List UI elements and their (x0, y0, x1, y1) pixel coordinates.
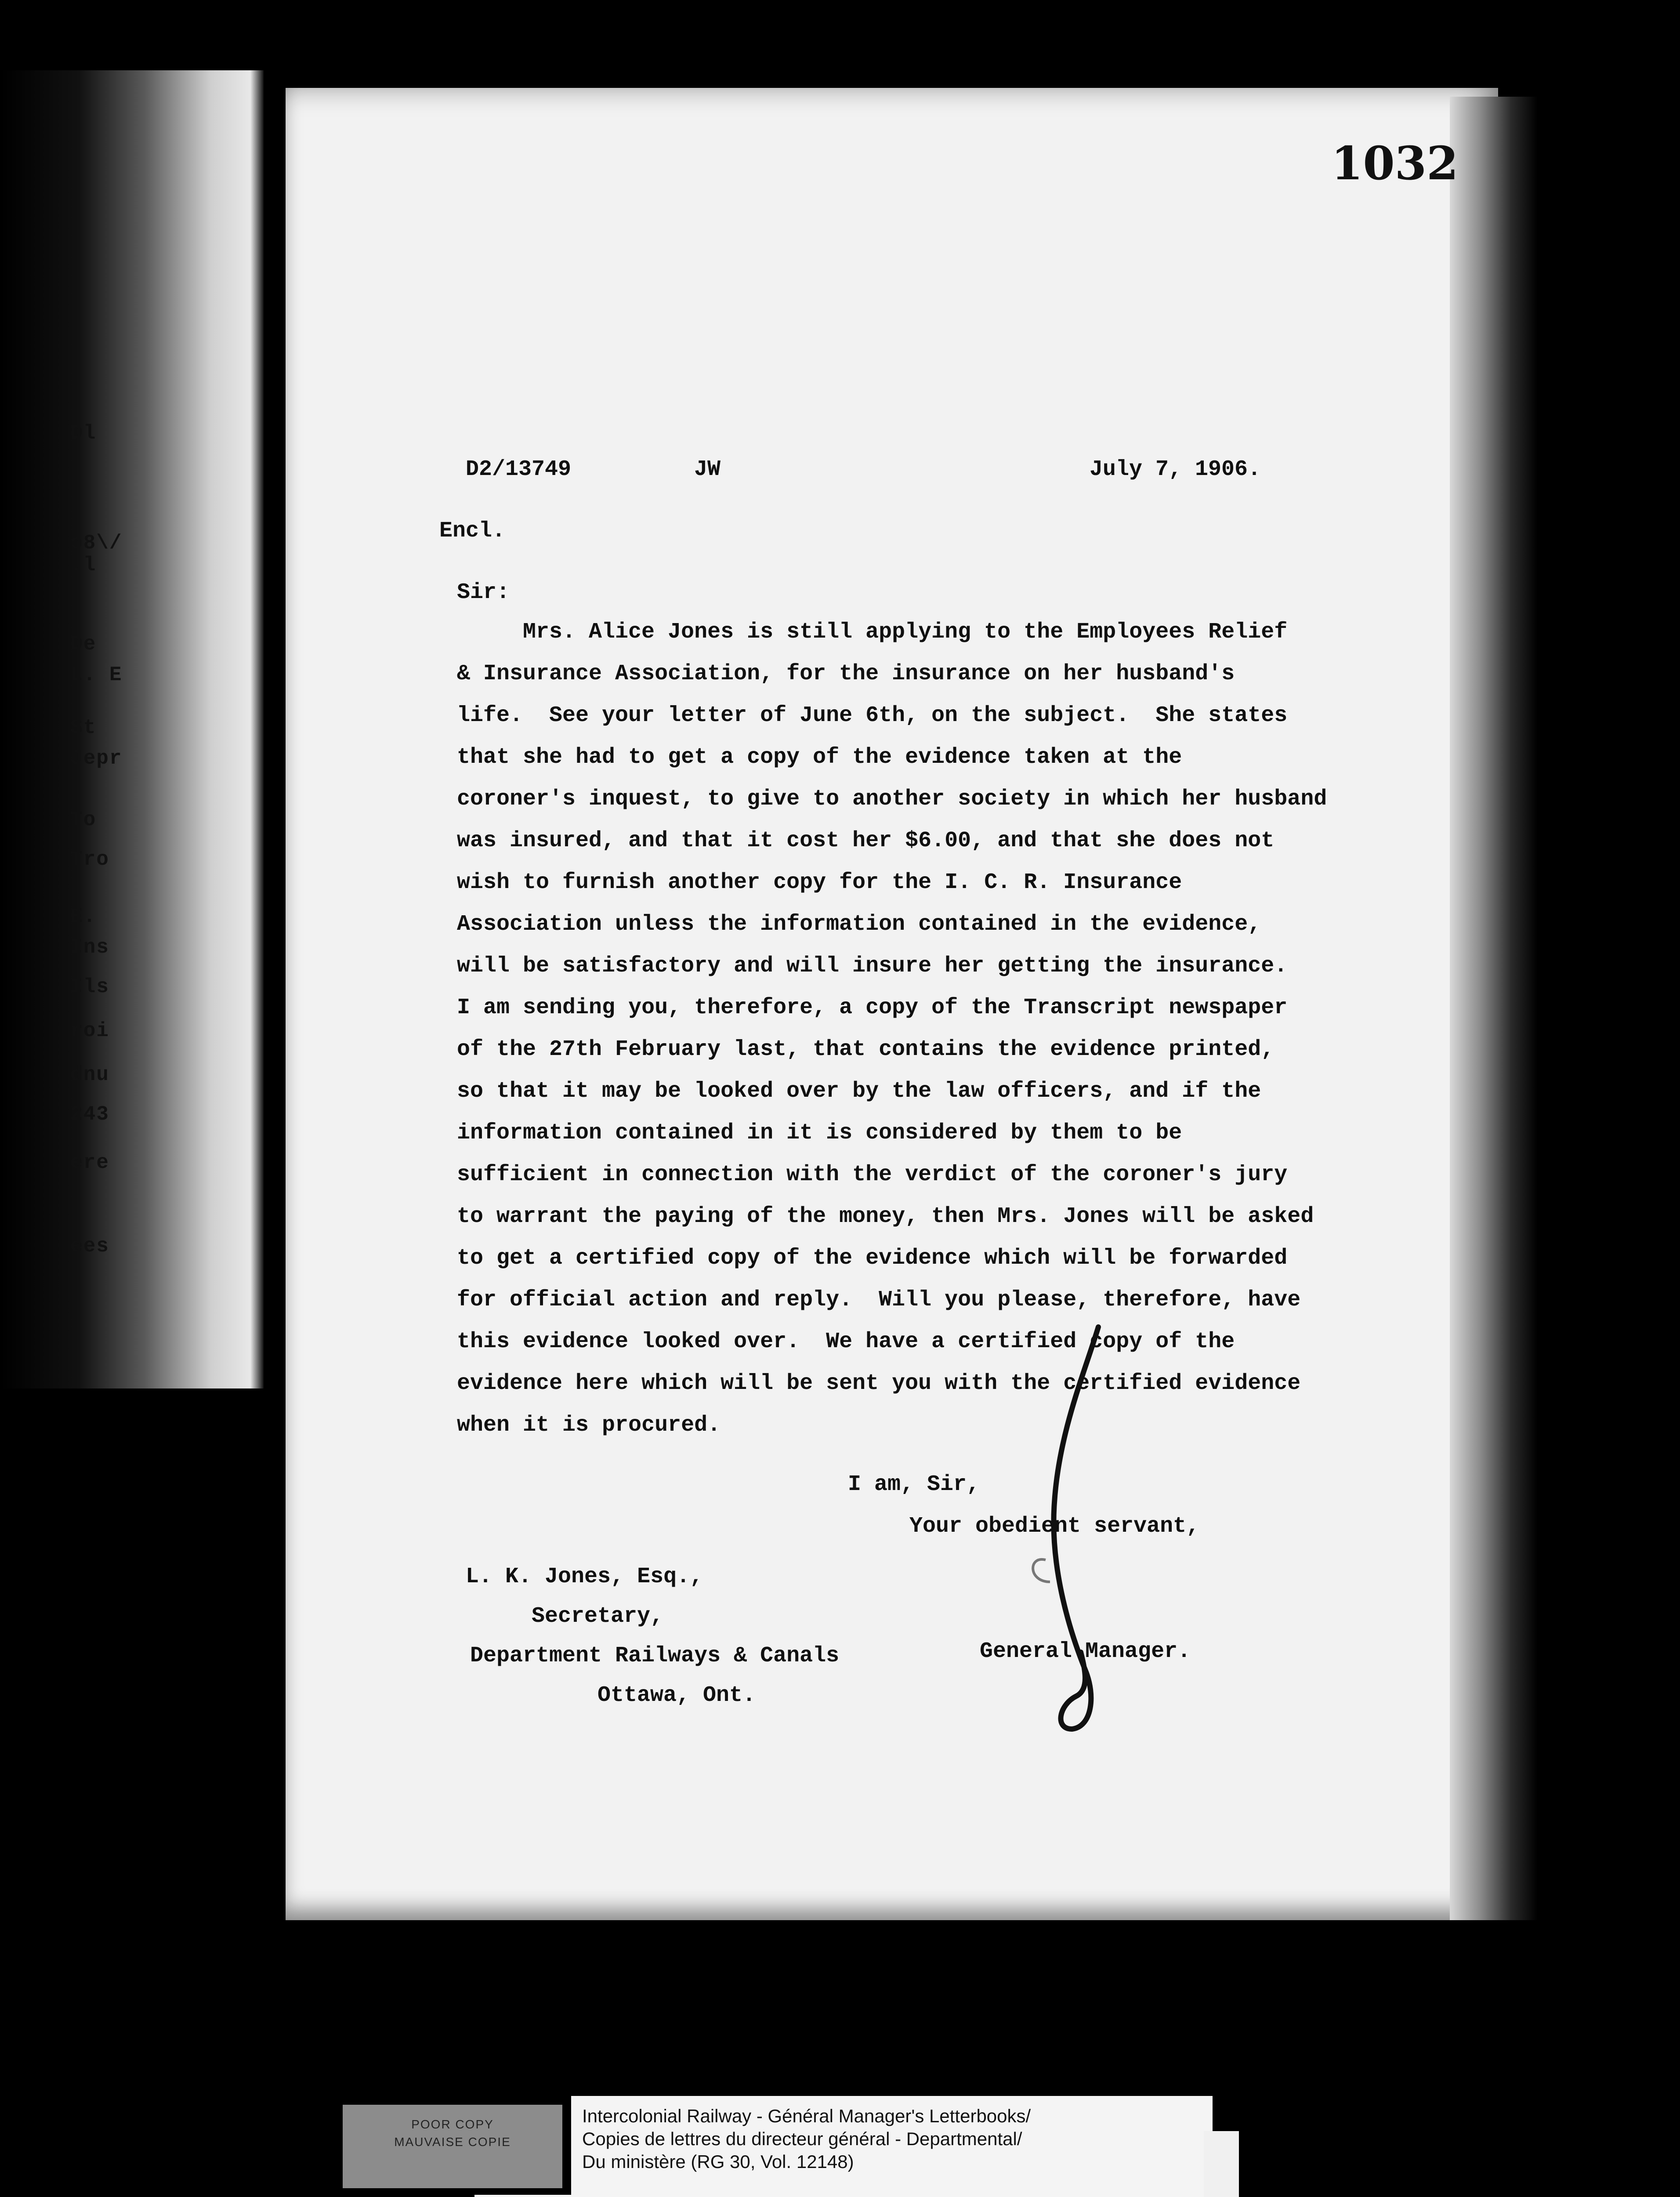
letter-body-line: & Insurance Association, for the insurance on her husband's (457, 661, 1235, 686)
previous-page-edge (0, 70, 264, 1389)
letter-body-line: when it is procured. (457, 1413, 721, 1438)
closing-line: I am, Sir, (848, 1472, 980, 1497)
poor-copy-text (351, 2116, 554, 2151)
letter-body-line: was insured, and that it cost her $6.00, and that she does not (457, 828, 1274, 853)
left-fragment: To (70, 808, 97, 831)
left-fragment: roi (70, 1019, 109, 1042)
left-fragment: Tro (70, 848, 109, 871)
page-edge-shadow (1450, 97, 1538, 1920)
letter-body-line: evidence here which will be sent you with the certified evidence (457, 1371, 1301, 1396)
letter-body-line: information contained in it is considered by them to be (457, 1120, 1182, 1146)
enclosure-note: Encl. (439, 518, 506, 544)
letter-body-line: so that it may be looked over by the law officers, and if the (457, 1079, 1261, 1104)
left-fragment: .l (70, 554, 97, 576)
addressee-name: L. K. Jones, Esq., (466, 1564, 703, 1589)
letter-body-line: to get a certified copy of the evidence which will be forwarded (457, 1246, 1288, 1271)
left-fragment: Ils (70, 975, 109, 998)
series-line: Du ministère (RG 30, Vol. 12148) (582, 2151, 854, 2172)
left-fragment: De (70, 633, 97, 656)
letter-body-line: that she had to get a copy of the evidence taken at the (457, 745, 1182, 770)
left-fragment: Ins (70, 936, 109, 959)
poor-copy-en: POOR COPY (411, 2117, 494, 2131)
left-fragment: Jepr (70, 747, 123, 770)
letter-body-line: will be satisfactory and will insure her getting the insurance. (457, 953, 1288, 979)
addressee-city: Ottawa, Ont. (597, 1683, 756, 1708)
left-fragment: St (70, 716, 97, 739)
letter-body-line: this evidence looked over. We have a certified copy of the (457, 1329, 1235, 1354)
addressee-title: Secretary, (532, 1604, 664, 1629)
signatory-title: General Manager. (980, 1639, 1191, 1664)
letter-body-line: wish to furnish another copy for the I. C. R. Insurance (457, 870, 1182, 895)
series-line: Intercolonial Railway - Général Manager's Letterbooks/ (582, 2106, 1031, 2126)
left-fragment: dnu (70, 1063, 109, 1086)
letter-body-line: coroner's inquest, to give to another society in which her husband (457, 787, 1327, 812)
salutation: Sir: (457, 580, 510, 605)
archives-label (474, 2195, 1142, 2197)
poor-copy-fr: MAUVAISE COPIE (394, 2135, 511, 2149)
left-fragment: E. (70, 905, 97, 928)
left-fragment: ere (70, 1151, 109, 1174)
label-tab (1204, 2131, 1239, 2197)
page-gutter (264, 70, 286, 1938)
letter-body-line: of the 27th February last, that contains the evidence printed, (457, 1037, 1274, 1062)
left-fragment: ees (70, 1235, 109, 1258)
letter-body-line: Mrs. Alice Jones is still applying to the Employees Relief (523, 620, 1288, 645)
series-text (582, 2105, 1206, 2173)
typist-initials: JW (694, 457, 721, 482)
series-line: Copies de lettres du directeur général - Departmental/ (582, 2128, 1022, 2149)
left-fragment: 243 (70, 1103, 109, 1126)
left-fragment: Dl (70, 422, 97, 445)
letter-date: July 7, 1906. (1090, 457, 1261, 482)
left-fragment: L. E (70, 663, 123, 686)
folio-number: 1032 (1331, 136, 1459, 190)
letter-body-line: life. See your letter of June 6th, on the subject. She states (457, 703, 1288, 728)
letter-body-line: Association unless the information contained in the evidence, (457, 912, 1261, 937)
letter-body-line: I am sending you, therefore, a copy of the Transcript newspaper (457, 995, 1288, 1020)
letter-body-line: sufficient in connection with the verdict of the coroner's jury (457, 1162, 1288, 1187)
left-fragment: ɔ8\/ (70, 532, 123, 555)
letter-body-line: for official action and reply. Will you please, therefore, have (457, 1287, 1301, 1312)
addressee-department: Department Railways & Canals (470, 1643, 840, 1668)
closing-line: Your obedient servant, (909, 1514, 1200, 1539)
letter-body-line: to warrant the paying of the money, then Mrs. Jones will be asked (457, 1204, 1314, 1229)
handwritten-signature (1019, 1318, 1133, 1740)
file-reference: D2/13749 (466, 457, 572, 482)
